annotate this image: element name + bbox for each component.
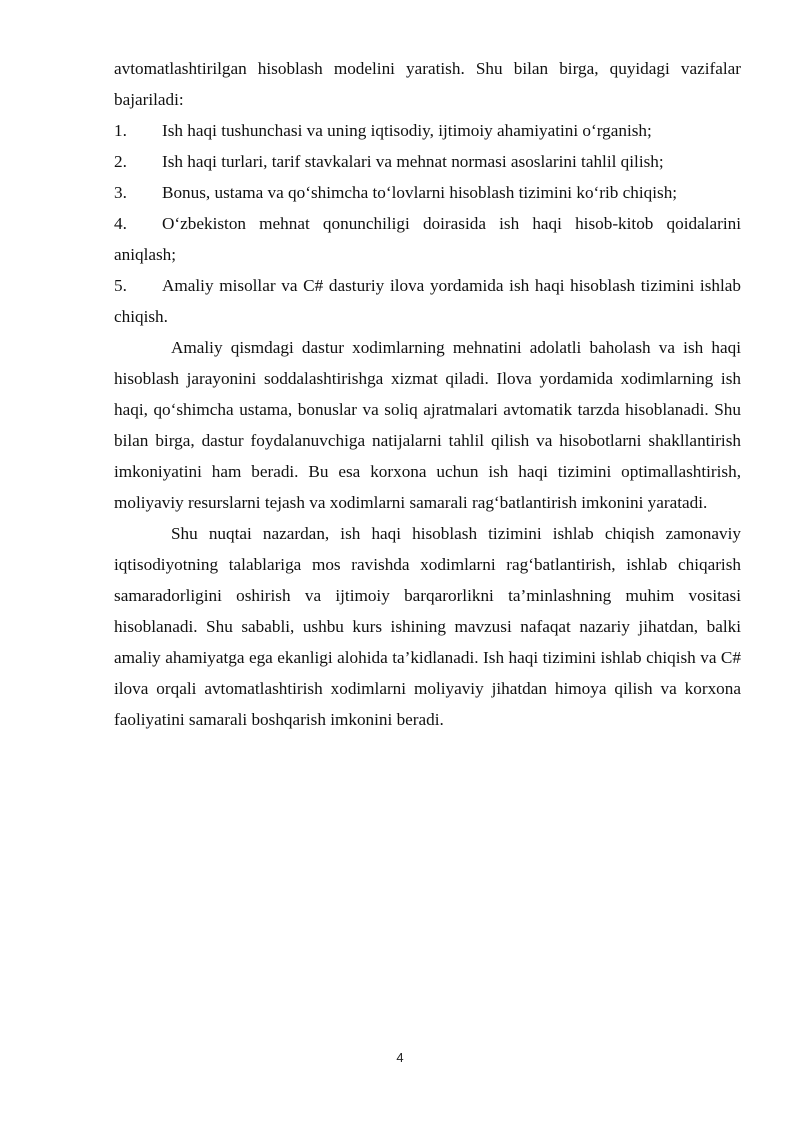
intro-paragraph: avtomatlashtirilgan hisoblash modelini yaratish. Shu bilan birga, quyidagi vazifalar bajariladi:	[114, 59, 741, 109]
task-item	[114, 115, 741, 146]
task-text: Bonus, ustama va qo‘shimcha to‘lovlarni hisoblash tizimini ko‘rib chiqish;	[162, 183, 678, 202]
task-text: Amaliy misollar va C# dasturiy ilova yordamida ish haqi hisoblash tizimini ishlab chiqish.	[114, 276, 741, 326]
task-number: 1.	[114, 121, 127, 140]
task-number: 3.	[114, 183, 127, 202]
task-item	[114, 177, 741, 208]
task-text: Ish haqi tushunchasi va uning iqtisodiy, ijtimoiy ahamiyatini o‘rganish;	[162, 121, 652, 140]
task-text: Ish haqi turlari, tarif stavkalari va mehnat normasi asoslarini tahlil qilish;	[162, 152, 664, 171]
task-number: 2.	[114, 152, 127, 171]
task-item	[114, 146, 741, 177]
task-number: 4.	[114, 214, 127, 233]
body-paragraph: Amaliy qismdagi dastur xodimlarning mehnatini adolatli baholash va ish haqi hisoblash jarayonini soddalashtirishga xizmat qiladi. Ilova yordamida xodimlarning ish haqi, qo‘shimcha ustama, bonuslar va soliq ajratmalari avtomatik tarzda hisoblanadi. Shu bilan birga, dastur foydalanuvchiga natijalarni tahlil qilish va hisobotlarni shakllantirish imkoniyatini ham beradi. Bu esa korxona uchun ish haqi tizimini optimallashtirish, moliyaviy resurslarni tejash va xodimlarni samarali rag‘batlantirish imkonini yaratadi.	[114, 338, 741, 512]
document-page	[114, 53, 741, 735]
page-number: 4	[396, 1050, 404, 1065]
body-paragraph: Shu nuqtai nazardan, ish haqi hisoblash tizimini ishlab chiqish zamonaviy iqtisodiyotning talablariga mos ravishda xodimlarni rag‘batlantirish, ishlab chiqarish samaradorligini oshirish va ijtimoiy barqarorlikni ta’minlashning muhim vositasi hisoblanadi. Shu sababli, ushbu kurs ishining mavzusi nafaqat nazariy jihatdan, balki amaliy ahamiyatga ega ekanligi alohida ta’kidlanadi. Ish haqi tizimini ishlab chiqish va C# ilova orqali avtomatlashtirish xodimlarni moliyaviy jihatdan himoya qilish va korxona faoliyatini samarali boshqarish imkonini beradi.	[114, 524, 741, 729]
task-item	[114, 270, 741, 332]
task-text: O‘zbekiston mehnat qonunchiligi doirasida ish haqi hisob-kitob qoidalarini aniqlash;	[114, 214, 741, 264]
task-list	[114, 115, 741, 332]
task-item	[114, 208, 741, 270]
task-number: 5.	[114, 276, 127, 295]
